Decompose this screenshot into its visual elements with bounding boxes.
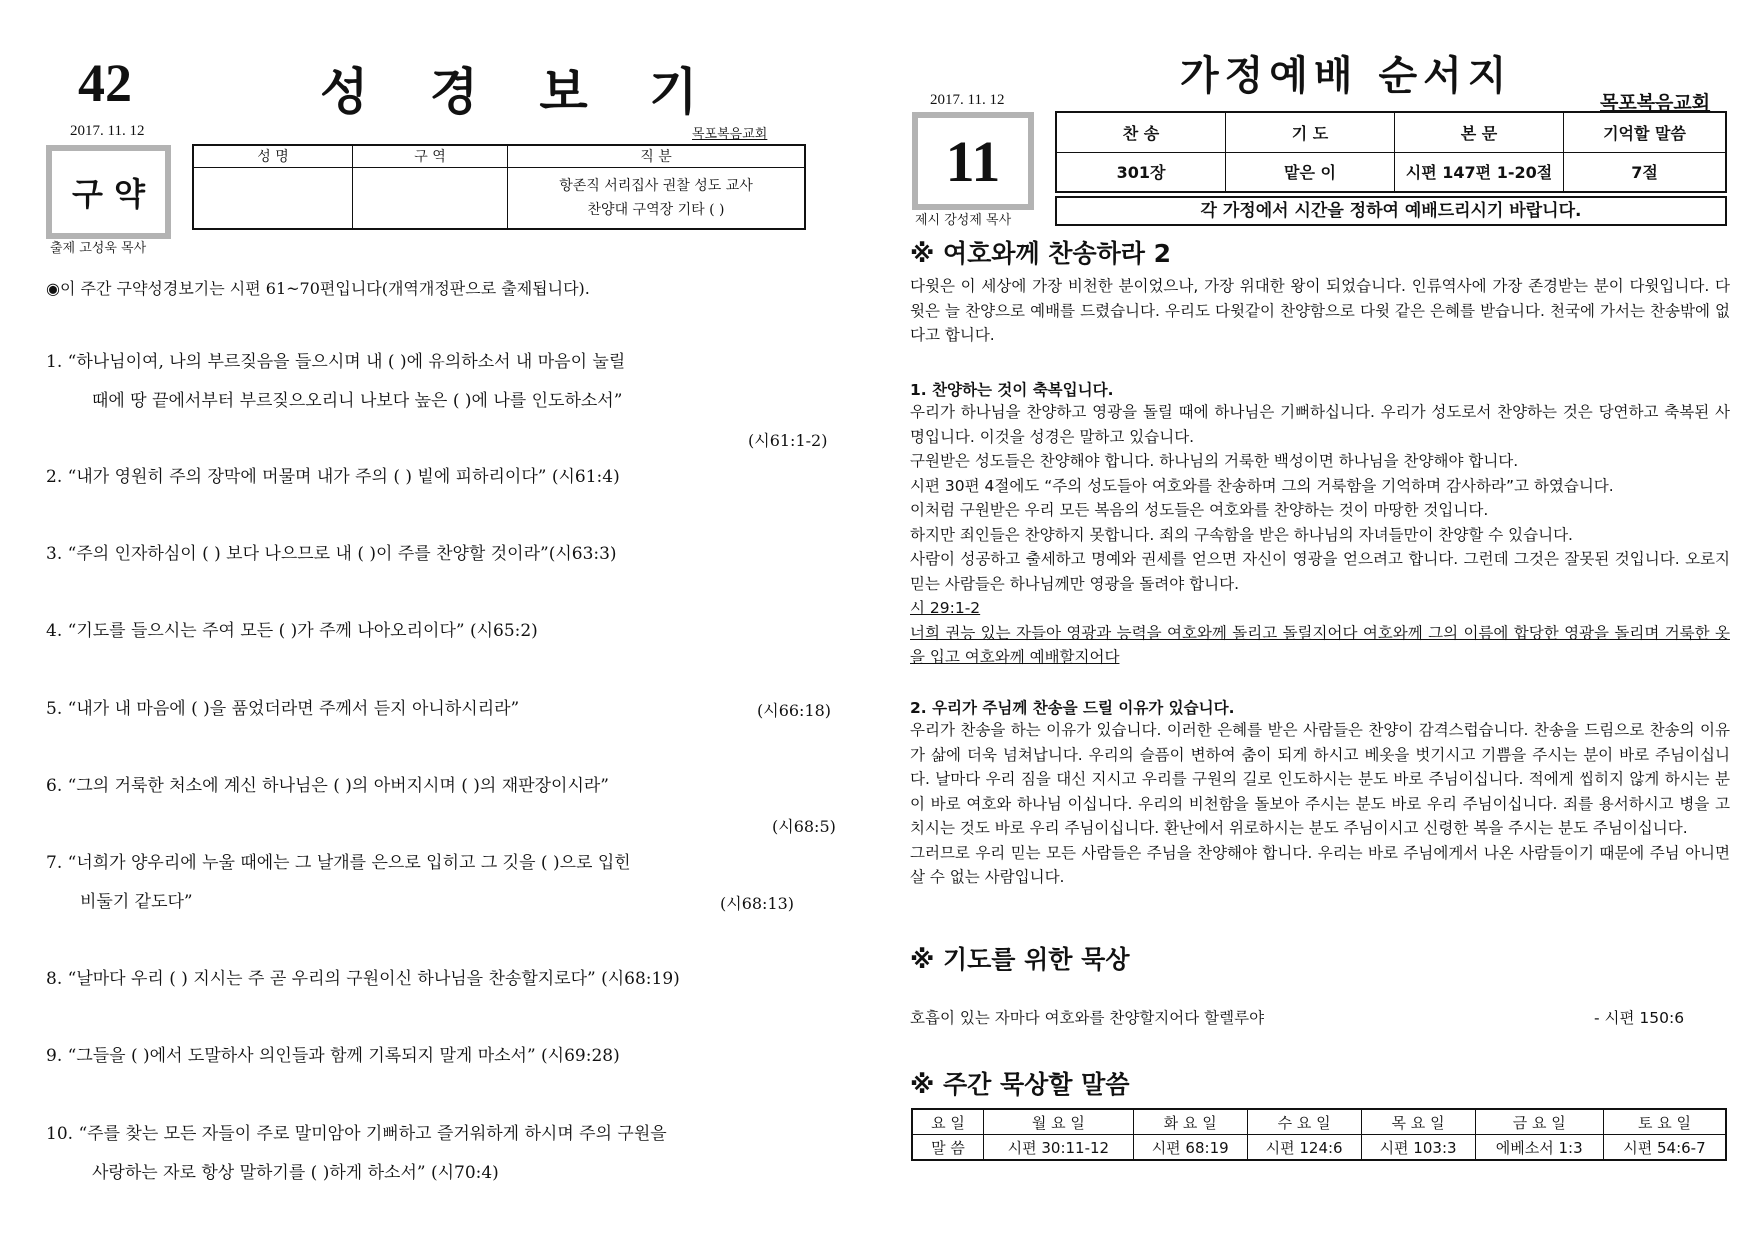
verse-cell: 시편 103:3	[1361, 1135, 1475, 1161]
paragraph: 그러므로 우리 믿는 모든 사람들은 주님을 찬양해야 합니다. 우리는 바로 주님에게서 나온 사람들이기 때문에 주님 아니면 살 수 없는 사람입니다.	[910, 843, 1730, 886]
position-options-line1: 항존직 서리집사 권찰 성도 교사	[559, 177, 753, 194]
question-text: “그들을 ( )에서 도말하사 의인들과 함께 기록되지 말게 마소서” (시69:28)	[67, 1046, 620, 1066]
quiz-intro: ◉이 주간 구약성경보기는 시편 61~70편입니다(개역개정판으로 출제됩니다).	[46, 279, 590, 298]
text-value: 시편 147편 1-20절	[1395, 152, 1564, 192]
question-number: 9.	[46, 1046, 63, 1066]
author: 제시 강성제 목사	[915, 213, 1012, 228]
form-header-district: 구 역	[353, 145, 508, 167]
subsection-1-title: 1. 찬양하는 것이 축복입니다.	[910, 381, 1114, 399]
question-number: 7.	[46, 853, 63, 873]
form-header-name: 성 명	[193, 145, 353, 167]
day-header: 토 요 일	[1603, 1109, 1726, 1135]
question-1	[46, 343, 846, 381]
paragraph: 시편 30편 4절에도 “주의 성도들아 여호와를 찬송하며 그의 거룩함을 기억하며 감사하라”고 하였습니다.	[910, 476, 1614, 495]
day-header: 월 요 일	[984, 1109, 1134, 1135]
question-text: “내가 영원히 주의 장막에 머물며 내가 주의 ( ) 빝에 피하리이다” (시61:4)	[67, 467, 620, 487]
header-hymn: 찬 송	[1056, 112, 1226, 152]
testament-badge	[46, 145, 171, 239]
question-4	[46, 612, 538, 650]
question-text: “주의 인자하심이 ( ) 보다 나으므로 내 ( )이 주를 찬양할 것이라”(시63:3)	[67, 544, 617, 564]
meditation-ref: - 시편 150:6	[1594, 1009, 1685, 1027]
header-text: 본 문	[1395, 112, 1564, 152]
question-number: 4.	[46, 621, 63, 641]
question-number: 2.	[46, 467, 63, 487]
question-7-ref: (시68:13)	[720, 894, 795, 913]
section-title-weekly: ※ 주간 묵상할 말씀	[910, 1070, 1130, 1099]
question-text: “내가 내 마음에 ( )을 품었더라면 주께서 듣지 아니하시리라”	[67, 699, 520, 719]
question-text: “그의 거룩한 처소에 계신 하나님은 ( )의 아버지시며 ( )의 재판장이시라”	[67, 776, 609, 796]
question-5	[46, 690, 519, 728]
row-label-verse: 말 씀	[912, 1135, 984, 1161]
meditation-text: 호흡이 있는 자마다 여호와를 찬양할지어다 할렐루야	[910, 1009, 1265, 1027]
church-name: 목포복음교회	[692, 127, 768, 142]
position-options[interactable]	[508, 167, 806, 229]
author: 출제 고성욱 목사	[50, 241, 147, 256]
paragraph: 사람이 성공하고 출세하고 명예와 권세를 얻으면 자신이 영광을 얻으려고 합니다. 그런데 그것은 잘못된 것입니다. 오로지 믿는 사람들은 하나님께만 영광을 돌려야 합니다.	[910, 550, 1730, 593]
question-1-line2: 때에 땅 끝에서부터 부르짖으오리니 나보다 높은 ( )에 나를 인도하소서”	[92, 391, 623, 411]
issue-badge	[912, 112, 1034, 210]
answer-form	[192, 144, 806, 230]
name-field[interactable]	[193, 167, 353, 229]
form-header-position: 직 분	[508, 145, 806, 167]
question-6-ref: (시68:5)	[772, 817, 836, 836]
verse-cell: 시편 124:6	[1247, 1135, 1361, 1161]
question-7	[46, 844, 631, 882]
question-2	[46, 458, 620, 496]
memory-verse-value: 7절	[1564, 152, 1727, 192]
question-10	[46, 1115, 667, 1153]
question-number: 3.	[46, 544, 63, 564]
question-10-line2: 사랑하는 자로 항상 말하기를 ( )하게 하소서” (시70:4)	[92, 1163, 499, 1183]
question-9	[46, 1037, 620, 1075]
verse-text: 너희 권능 있는 자들아 영광과 능력을 여호와께 돌리고 돌릴지어다 여호와께 그의 이름에 합당한 영광을 돌리며 거룩한 옷을 입고 여호와께 예배할지어다	[910, 623, 1730, 666]
verse-cell: 시편 54:6-7	[1603, 1135, 1726, 1161]
verse-cell: 시편 30:11-12	[984, 1135, 1134, 1161]
row-label-day: 요 일	[912, 1109, 984, 1135]
header-prayer: 기 도	[1226, 112, 1395, 152]
verse-cell: 에베소서 1:3	[1475, 1135, 1603, 1161]
church-name: 목포복음교회	[1600, 92, 1711, 114]
day-header: 화 요 일	[1133, 1109, 1247, 1135]
subsection-2-body	[910, 718, 1730, 890]
verse-cell: 시편 68:19	[1133, 1135, 1247, 1161]
question-8	[46, 960, 680, 998]
section-title-praise: ※ 여호와께 찬송하라 2	[910, 239, 1172, 268]
paragraph: 우리가 찬송을 하는 이유가 있습니다. 이러한 은혜를 받은 사람들은 찬양이 감격스럽습니다. 찬송을 드림으로 찬송의 이유가 삶에 더욱 넘쳐납니다. 우리의 슬픔이 변하여 춤이 되게 하시고 베옷을 벗기시고 기쁨을 주시는 분이 바로 주님이십니다. 날마다 우리 짐을 대신 지시고 우리를 구원의 길로 인도하시는 분도 바로 주님이십니다. 적에게 씹히지 않게 하시는 분이 바로 여호와 하나님 이십니다. 우리의 비천함을 돌보아 주시는 분도 바로 우리 주님이십니다. 죄를 용서하시고 병을 고치시는 것도 바로 우리 주님이십니다. 환난에서 위로하시는 분도 주님이시고 신령한 복을 주시는 분도 주님이십니다.	[910, 721, 1730, 837]
question-text: “날마다 우리 ( ) 지시는 주 곧 우리의 구원이신 하나님을 찬송할지로다” (시68:19)	[67, 969, 680, 989]
day-header: 목 요 일	[1361, 1109, 1475, 1135]
header-memory-verse: 기억할 말씀	[1564, 112, 1727, 152]
day-header: 수 요 일	[1247, 1109, 1361, 1135]
question-text: “너희가 양우리에 누울 때에는 그 날개를 은으로 입히고 그 깃을 ( )으로 입힌	[67, 853, 631, 873]
worship-notice: 각 가정에서 시간을 정하여 예배드리시기 바랍니다.	[1055, 196, 1727, 226]
worship-order-table	[1055, 111, 1727, 193]
position-options-line2: 찬양대 구역장 기타 ( )	[587, 201, 725, 218]
testament-label: 구 약	[72, 175, 145, 213]
question-3	[46, 535, 617, 573]
worksheet-number: 42	[78, 53, 132, 113]
question-6	[46, 767, 609, 805]
question-number: 1.	[46, 352, 63, 372]
section-intro: 다윗은 이 세상에 가장 비천한 분이었으나, 가장 위대한 왕이 되었습니다. 인류역사에 가장 존경받는 분이 다윗입니다. 다윗은 늘 찬양으로 예배를 드렸습니다. 우리도 다윗같이 찬양함으로 다윗 같은 은혜를 받습니다. 천국에 가서는 찬송밖에 없다고 합니다.	[910, 277, 1730, 344]
question-5-ref: (시66:18)	[757, 701, 832, 720]
paragraph: 하지만 죄인들은 찬양하지 못합니다. 죄의 구속함을 받은 하나님의 자녀들만이 찬양할 수 있습니다.	[910, 525, 1573, 544]
prayer-value: 맡은 이	[1226, 152, 1395, 192]
question-number: 6.	[46, 776, 63, 796]
paragraph: 우리가 하나님을 찬양하고 영광을 돌릴 때에 하나님은 기뻐하십니다. 우리가 성도로서 찬양하는 것은 당연하고 축복된 사명입니다. 이것을 성경은 말하고 있습니다.	[910, 403, 1730, 446]
question-number: 8.	[46, 969, 63, 989]
question-text: “주를 찾는 모든 자들이 주로 말미암아 기뻐하고 즐거워하게 하시며 주의 구원을	[78, 1124, 667, 1144]
subsection-2-title: 2. 우리가 주님께 찬송을 드릴 이유가 있습니다.	[910, 699, 1235, 717]
question-1-ref: (시61:1-2)	[748, 431, 828, 450]
district-field[interactable]	[353, 167, 508, 229]
day-header: 금 요 일	[1475, 1109, 1603, 1135]
question-text: “하나님이여, 나의 부르짖음을 들으시며 내 ( )에 유의하소서 내 마음이 눌릴	[67, 352, 626, 372]
verse-reference: 시 29:1-2	[910, 599, 981, 617]
paragraph: 이처럼 구원받은 우리 모든 복음의 성도들은 여호와를 찬양하는 것이 마땅한 것입니다.	[910, 501, 1489, 519]
date: 2017. 11. 12	[930, 92, 1005, 108]
weekly-verses-table	[911, 1108, 1727, 1161]
paragraph: 구원받은 성도들은 찬양해야 합니다. 하나님의 거룩한 백성이면 하나님을 찬양해야 합니다.	[910, 452, 1519, 470]
issue-number: 11	[945, 128, 1001, 194]
hymn-value: 301장	[1056, 152, 1226, 192]
subsection-1-body	[910, 400, 1730, 670]
page-title: 성 경 보 기	[320, 62, 720, 121]
question-number: 5.	[46, 699, 63, 719]
date: 2017. 11. 12	[70, 123, 145, 139]
question-text: “기도를 들으시는 주여 모든 ( )가 주께 나아오리이다” (시65:2)	[67, 621, 538, 641]
question-7-line2: 비둘기 같도다”	[80, 892, 193, 912]
question-number: 10.	[46, 1124, 74, 1144]
section-title-meditation: ※ 기도를 위한 묵상	[910, 945, 1130, 974]
worship-title: 가정예배 순서지	[1180, 53, 1513, 99]
